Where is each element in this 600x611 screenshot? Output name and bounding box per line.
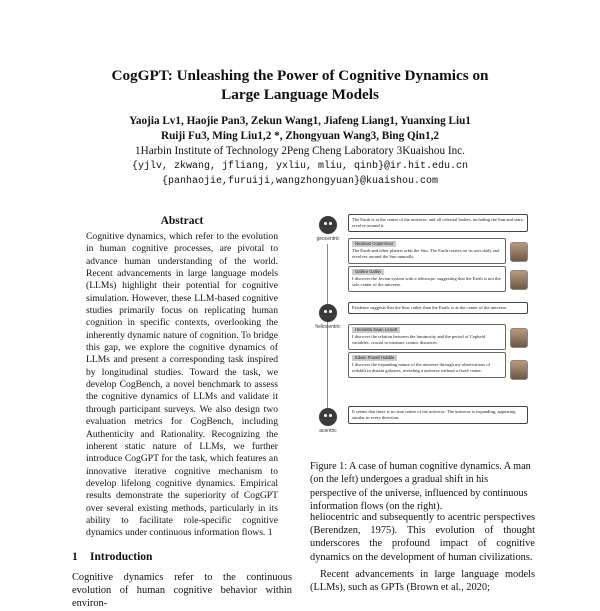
info-bubble-galileo [348,266,506,292]
paragraph: Recent advancements in large language models (LLMs), such as GPTs (Brown et al., 2020; [310,568,535,594]
title-line-1: CogGPT: Unleashing the Power of Cognitive Dynamics on [111,67,489,84]
section-number: 1 [72,551,78,563]
stage-heliocentric [310,304,346,330]
person-icon [319,304,337,322]
timeline-connector [327,244,328,304]
belief-bubble: The Earth is at the center of the universe, and all celestial bodies, including the Sun and stars, revolve around it. [348,214,528,232]
source-tag: Nicolaus Copernicus [352,241,396,247]
portrait-icon [510,270,528,290]
source-tag: Edwin Powell Hubble [352,355,397,361]
email-line-1: {yjlv, zkwang, jfliang, yxliu, mliu, qinb}@ir.hit.edu.cn [131,161,469,172]
info-bubble-leavitt [348,324,506,350]
right-column-text [310,511,535,598]
portrait-icon [510,328,528,348]
author-names-line-2: Ruiji Fu3, Ming Liu1,2 *, Zhongyuan Wang3, Bing Qin1,2 [160,130,439,142]
paragraph: heliocentric and subsequently to acentric perspectives (Berendzen, 1975). This evolution of thought underscores the profound impact of cognitive dynamics on the development of human civilizations. [310,512,535,563]
stage-acentric [310,408,346,434]
stage-label: heliocentric [315,324,341,330]
abstract-text: Cognitive dynamics, which refer to the evolution in human cognitive processes, are pivotal to advance human understanding of the world. Recent advancements in large language models (LLMs) highlight their potential for cognitive simulation. However, these LLM-based cognitive studies primarily focus on replicating human cognition in specific contexts, overlooking the inherently dynamic nature of cognition. To bridge this gap, we explore the cognitive dynamics of LLMs and present a corresponding task inspired by longitudinal studies. Toward the task, we develop CogBench, a novel benchmark to assess the cognitive dynamics of LLMs and validate it through participant surveys. We also design two evaluation metrics for CogBench, including Authenticity and Rationality. Recognizing the inherent static nature of LLMs, we further introduce CogGPT for the task, which features an innovative iterative cognitive mechanism to develop lifelong cognitive dynamics. Empirical results demonstrate the superiority of CogGPT over several existing methods, particularly in its ability to facilitate role-specific cognitive dynamics under continuous information flows. 1 [86,231,278,539]
abstract-heading: Abstract [160,215,204,227]
section-title: Introduction [90,551,153,563]
paper-title [60,66,540,104]
info-bubble-copernicus [348,238,506,264]
info-text: I discover the Jovian system with a telescope, suggesting that the Earth is not the sole center of the universe. [352,276,501,288]
info-text: I discover the relation between the luminosity and the period of Cepheid variables, crucial to measure cosmic distances. [352,334,486,346]
introduction-text: Cognitive dynamics refer to the continuous evolution of human cognitive behavior within environ- [72,572,292,610]
figure-caption: Figure 1: A case of human cognitive dynamics. A man (on the left) undergoes a gradual shift in his perspective of the universe, influenced by continuous information flows (on the right). [310,461,531,512]
info-text: The Earth and other planets orbit the Sun. The Earth rotates on its axis daily and revolves around the Sun annually. [352,248,500,260]
source-tag: Galileo Galilei [352,269,384,275]
stage-label: geocentric [316,236,340,242]
section-heading-introduction [72,551,152,563]
stage-geocentric [310,216,346,242]
belief-bubble: Evidence suggests that the Sun, rather than the Earth, is at the center of the universe. [348,302,528,314]
source-tag: Henrietta Swan Leavitt [352,327,400,333]
figure-1 [310,208,532,446]
info-text: I discover the expanding nature of the universe through my observations of redshift in distant galaxies, revealing a universe without a fixed center. [352,362,491,374]
person-icon [319,408,337,426]
stage-label: acentric [319,428,337,434]
portrait-icon [510,242,528,262]
portrait-icon [510,360,528,380]
affiliations: 1Harbin Institute of Technology 2Peng Cheng Laboratory 3Kuaishou Inc. [135,145,465,157]
info-bubble-hubble [348,352,506,378]
author-block [60,114,540,189]
title-line-2: Large Language Models [221,86,379,103]
person-icon [319,216,337,234]
author-names-line-1: Yaojia Lv1, Haojie Pan3, Zekun Wang1, Jiafeng Liang1, Yuanxing Liu1 [129,115,471,127]
belief-bubble: It seems that there is no true center of the universe. The universe is expanding, appearing similar in every direction. [348,406,528,424]
email-line-2: {panhaojie,furuiji,wangzhongyuan}@kuaishou.com [161,176,439,187]
